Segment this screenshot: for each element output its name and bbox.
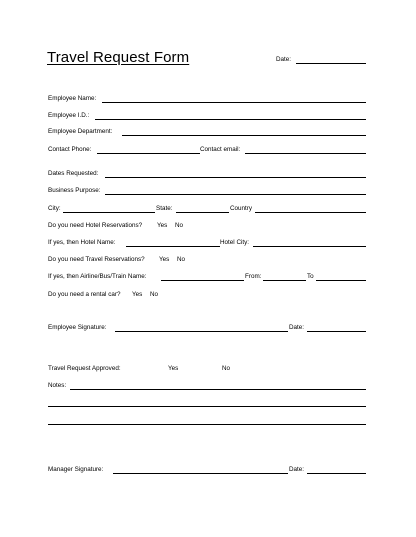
dates-requested-label: Dates Requested: (48, 170, 99, 177)
manager-signature-field[interactable] (113, 473, 288, 474)
country-label: Country (230, 205, 253, 212)
employee-date-field[interactable] (307, 331, 366, 332)
notes-label: Notes: (48, 382, 67, 389)
rental-yes-option[interactable]: Yes (132, 291, 143, 298)
to-label: To (307, 273, 314, 280)
rental-question-label: Do you need a rental car? (48, 291, 121, 298)
contact-phone-field[interactable] (97, 153, 200, 154)
employee-id-label: Employee I.D.: (48, 112, 90, 119)
travel-approved-label: Travel Request Approved: (48, 365, 121, 372)
employee-id-field[interactable] (95, 119, 366, 120)
employee-signature-field[interactable] (115, 331, 288, 332)
hotel-question-label: Do you need Hotel Reservations? (48, 222, 143, 229)
hotel-city-label: Hotel City: (220, 239, 250, 246)
approved-yes-option[interactable]: Yes (168, 365, 179, 372)
hotel-city-field[interactable] (253, 246, 366, 247)
manager-date-field[interactable] (307, 473, 366, 474)
from-label: From: (245, 273, 262, 280)
hotel-name-label: If yes, then Hotel Name: (48, 239, 116, 246)
notes-line-1[interactable] (70, 389, 366, 390)
rental-no-option[interactable]: No (150, 291, 159, 298)
form-title: Travel Request Form (47, 49, 190, 66)
manager-signature-label: Manager Signature: (48, 466, 104, 473)
employee-date-label: Date: (289, 324, 305, 331)
state-label: State: (156, 205, 173, 212)
employee-department-label: Employee Department: (48, 128, 113, 135)
city-label: City: (48, 205, 61, 212)
contact-email-label: Contact email: (200, 146, 241, 153)
employee-department-field[interactable] (122, 135, 366, 136)
hotel-name-field[interactable] (126, 246, 220, 247)
travel-no-option[interactable]: No (177, 256, 186, 263)
city-field[interactable] (63, 212, 155, 213)
airline-label: If yes, then Airline/Bus/Train Name: (48, 273, 147, 280)
hotel-no-option[interactable]: No (175, 222, 184, 229)
business-purpose-field[interactable] (105, 194, 366, 195)
employee-name-label: Employee Name: (48, 95, 97, 102)
employee-name-field[interactable] (102, 102, 366, 103)
manager-date-label: Date: (289, 466, 305, 473)
contact-phone-label: Contact Phone: (48, 146, 92, 153)
state-field[interactable] (176, 212, 229, 213)
travel-question-label: Do you need Travel Reservations? (48, 256, 145, 263)
approved-no-option[interactable]: No (222, 365, 231, 372)
airline-field[interactable] (161, 280, 244, 281)
travel-yes-option[interactable]: Yes (159, 256, 170, 263)
to-field[interactable] (316, 280, 366, 281)
employee-signature-label: Employee Signature: (48, 324, 107, 331)
contact-email-field[interactable] (245, 153, 366, 154)
date-field[interactable] (296, 63, 366, 64)
notes-line-3[interactable] (48, 424, 366, 425)
date-label: Date: (276, 56, 292, 63)
hotel-yes-option[interactable]: Yes (157, 222, 168, 229)
from-field[interactable] (263, 280, 306, 281)
dates-requested-field[interactable] (105, 177, 366, 178)
country-field[interactable] (255, 212, 366, 213)
business-purpose-label: Business Purpose: (48, 187, 101, 194)
notes-line-2[interactable] (48, 406, 366, 407)
